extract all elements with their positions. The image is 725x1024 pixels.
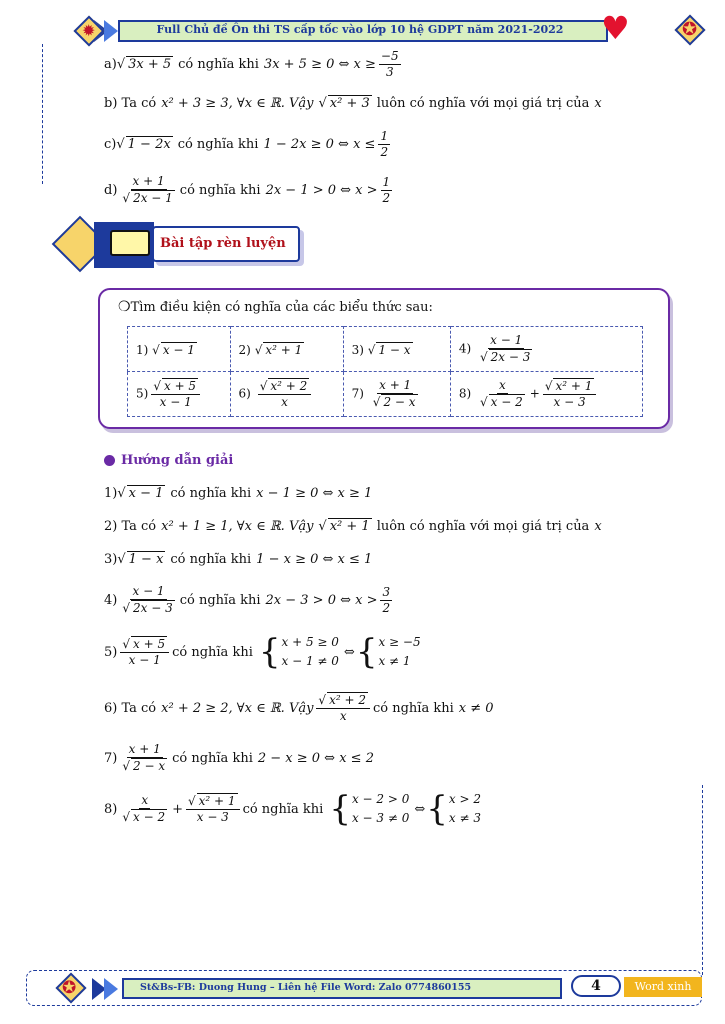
exercise-cell-1: 1) √ x − 1	[128, 327, 231, 372]
folder-icon	[110, 230, 150, 256]
header-left-star-icon: ✹	[82, 21, 96, 40]
header-right-star-icon: ✪	[682, 19, 698, 40]
solution-7: 7) $\frac{x + 1}{√ 2 - x}$ có nghĩa khi 2 − x ≥ 0 ⇔ x ≤ 2	[104, 742, 374, 773]
exercise-cell-8: 8) $\frac{x}{√ x - 2}$ + $\frac{\text{√ x² + 1}}{x - 3}$	[450, 372, 642, 417]
exercise-cell-2: 2) √ x² + 1	[230, 327, 343, 372]
solution-heading: Hướng dẫn giải	[104, 453, 233, 468]
right-margin-rule	[702, 785, 703, 975]
solution-4: 4) $\frac{x - 1}{√ 2x - 3}$ có nghĩa khi 2x − 3 > 0 ⇔ x > $\frac{3}{2}$	[104, 584, 391, 615]
exercise-cell-3: 3) √ 1 − x	[343, 327, 450, 372]
left-margin-rule	[42, 44, 43, 184]
footer-chevron-icon-2	[104, 978, 118, 1000]
intro-b: b) Ta có x² + 3 ≥ 3, ∀x ∈ ℝ. Vậy √ x² + 3 luôn có nghĩa với mọi giá trị của x	[104, 95, 602, 111]
header-title: Full Chủ đề Ôn thi TS cấp tốc vào lớp 10 hệ GDPT năm 2021-2022	[156, 23, 564, 36]
exercise-cell-6: 6) $\frac{\text{√ x² + 2}}{x}$	[230, 372, 343, 417]
arrow-bullet-icon	[104, 455, 115, 466]
exercise-cell-4: 4) $\frac{x - 1}{√ 2x - 3}$	[450, 327, 642, 372]
solution-3: 3) √ 1 − x có nghĩa khi 1 − x ≥ 0 ⇔ x ≤ 1	[104, 551, 373, 567]
solution-2: 2) Ta có x² + 1 ≥ 1, ∀x ∈ ℝ. Vậy √ x² + 1 luôn có nghĩa với mọi giá trị của x	[104, 518, 602, 534]
footer-text: St&Bs-FB: Duong Hung – Liên hệ File Word: Zalo 0774860155	[140, 982, 472, 993]
exercise-table	[127, 326, 643, 417]
intro-d: d) $\frac{x + 1}{√ 2x - 1}$ có nghĩa khi 2x − 1 > 0 ⇔ x > $\frac{1}{2}$	[104, 174, 391, 205]
exercise-cell-7: 7) $\frac{x + 1}{√ 2 - x}$	[343, 372, 450, 417]
footer-star-icon: ✪	[62, 978, 77, 998]
header-heart-icon: ♥	[601, 9, 630, 47]
exercise-cell-5: 5) $\frac{√ x + 5}{x - 1}$	[128, 372, 231, 417]
solution-8: 8) $\frac{x}{√ x - 2}$ + $\frac{\text{√ x² + 1}}{x - 3}$ có nghĩa khi { x − 2 > 0 x − 3 ≠ 0 ⇔ { x > 2 x ≠ 3	[104, 789, 482, 829]
intro-c: c) √ 1 − 2x có nghĩa khi 1 − 2x ≥ 0 ⇔ x ≤ $\frac{1}{2}$	[104, 128, 389, 159]
solution-1: 1) √ x − 1 có nghĩa khi x − 1 ≥ 0 ⇔ x ≥ 1	[104, 485, 373, 501]
solution-6: 6) Ta có x² + 2 ≥ 2, ∀x ∈ ℝ. Vậy $\frac{\text{√ x² + 2}}{x}$ có nghĩa khi x ≠ 0	[104, 693, 494, 723]
exercise-title: ❍Tìm điều kiện có nghĩa của các biểu thức sau:	[118, 299, 433, 315]
footer-badge: Word xinh	[624, 977, 702, 997]
solution-5: 5) $\frac{√ x + 5}{x - 1}$ có nghĩa khi { x + 5 ≥ 0 x − 1 ≠ 0 ⇔ { x ≥ −5 x ≠ 1	[104, 632, 421, 672]
intro-a: a) √ 3x + 5 có nghĩa khi 3x + 5 ≥ 0 ⇔ x ≥ $\frac{-5}{3}$	[104, 48, 399, 79]
page-number: 4	[571, 975, 621, 997]
practice-label: Bài tập rèn luyện	[160, 236, 286, 251]
